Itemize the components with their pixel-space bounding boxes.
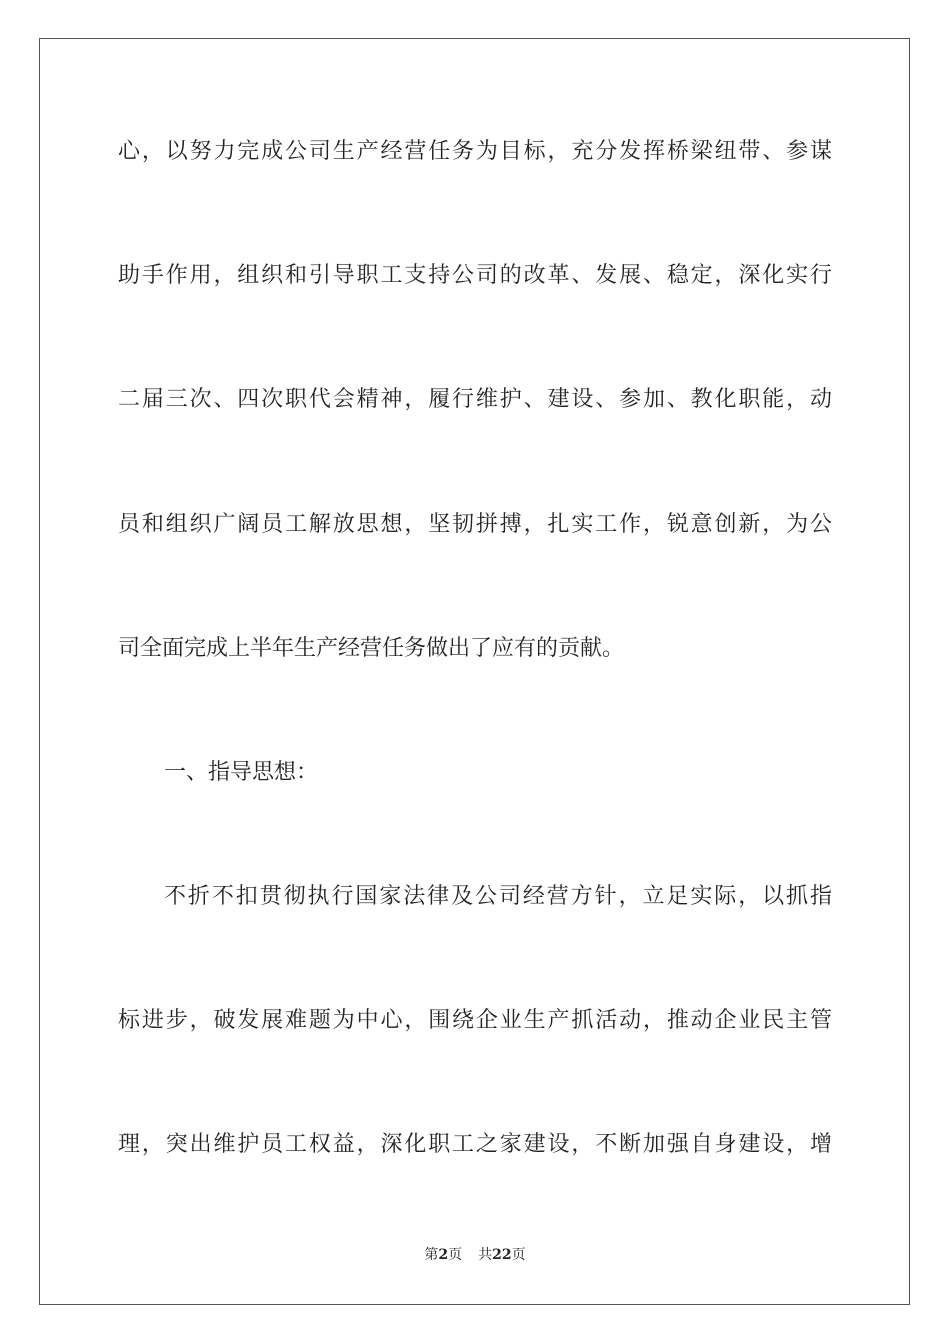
- page-border: [39, 38, 910, 1305]
- body-line-5: 司全面完成上半年生产经营任务做出了应有的贡献。: [118, 636, 625, 661]
- footer-page-suffix: 页: [448, 1247, 463, 1263]
- footer-total-suffix: 页: [511, 1247, 526, 1263]
- footer-page-prefix: 第: [424, 1247, 439, 1263]
- body-line-3: 二届三次、四次职代会精神，履行维护、建设、参加、教化职能，动: [118, 387, 832, 412]
- para2-line-2: 标进步，破发展难题为中心，围绕企业生产抓活动，推动企业民主管: [118, 1008, 832, 1033]
- body-line-2: 助手作用，组织和引导职工支持公司的改革、发展、稳定，深化实行: [118, 263, 832, 288]
- footer-total-prefix: 共: [478, 1247, 493, 1263]
- footer-page-number: 2: [438, 1247, 449, 1263]
- para2-line-3: 理，突出维护员工权益，深化职工之家建设，不断加强自身建设，增: [118, 1132, 832, 1157]
- para2-line-1: 不折不扣贯彻执行国家法律及公司经营方针，立足实际，以抓指: [164, 884, 832, 909]
- page-footer: [0, 1245, 950, 1265]
- footer-total-number: 22: [492, 1247, 512, 1263]
- body-line-4: 员和组织广阔员工解放思想，坚韧拼搏，扎实工作，锐意创新，为公: [118, 512, 832, 537]
- section-heading: 一、指导思想：: [164, 760, 319, 785]
- body-line-1: 心，以努力完成公司生产经营任务为目标，充分发挥桥梁纽带、参谋: [118, 139, 832, 164]
